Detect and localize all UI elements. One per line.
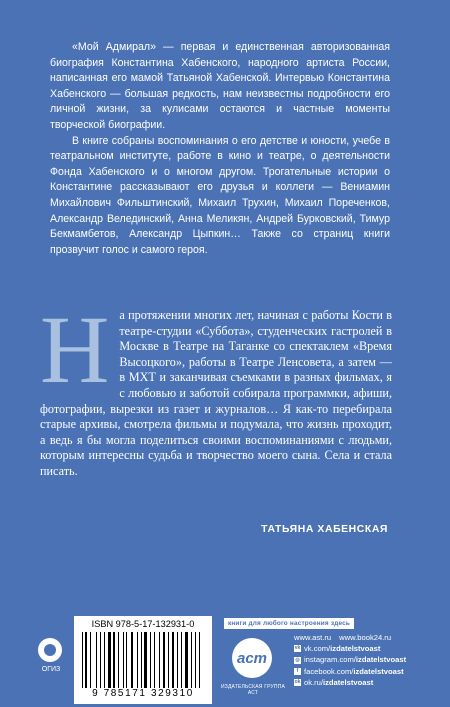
ogiz-logo-text: ОГИЗ [41, 666, 61, 673]
social-link-vk[interactable]: vk vk.com/izdatelstvoast [294, 644, 381, 654]
back-cover-footer [0, 600, 450, 707]
quote-text: а протяжении многих лет, начиная с работы Кости в театре-студии «Суббота», студенческих гастролей в Москве в Театре на Таганке со спектаклем «Время Высоцкого», работы в Театре Ленсовета, а затем — в МХТ и заканчивая съемками в разных фильмах, я с любовью и заботой собирала программки, афиши, фотографии, вырезки из газет и журналов… Я как-то перебирала старые архивы, смотрела фильмы и подумала, что жизнь проходит, а ведь я бы могла поделиться своими воспоминаниями с людьми, которым интересны судьба и творчество моего сына. Села и стала писать. [40, 308, 392, 478]
social-link-facebook[interactable]: f facebook.com/izdatelstvoast [294, 666, 434, 677]
drop-cap-letter: Н [40, 296, 110, 403]
ogiz-logo-icon [38, 638, 62, 662]
isbn-number: ISBN 978-5-17-132931-0 [91, 619, 195, 629]
barcode-block [74, 616, 212, 704]
ast-logo-icon [232, 638, 272, 678]
website-urls [294, 632, 434, 643]
barcode-number: 9 785171 329310 [92, 688, 194, 699]
facebook-icon: f [294, 668, 301, 675]
author-quote [40, 296, 392, 480]
publisher-links [294, 632, 434, 688]
social-link-odnoklassniki[interactable]: ok ok.ru/izdatelstvoast [294, 677, 374, 687]
vk-icon: vk [294, 645, 301, 652]
annotation-paragraph: В книге собраны воспоминания о его детстве и юности, учебе в театральном институте, работе в кино и театре, о деятельности Фонда Хабенского и о многом другом. Трогательные истории о Константине рассказывают его друзья и коллеги — Вениамин Михайлович Фильштинский, Михаил Трухин, Михаил Пореченков, Александр Велединский, Анна Меликян, Андрей Бурковский, Тимур Бекмамбетов, Александр Цыпкин… Также со страниц книги прозвучит голос и самого героя. [50, 134, 390, 256]
annotation-paragraph: «Мой Адмирал» — первая и единственная авторизованная биография Константина Хабенского, народного артиста России, написанная его мамой Татьяной Хабенской. Интервью Константина Хабенского — большая редкость, нам неизвестны подробности его личной жизни, за кулисами остаются и частные моменты творческой биографии. [50, 41, 390, 131]
odnoklassniki-icon: ok [294, 678, 301, 685]
instagram-icon: ◎ [295, 656, 300, 663]
publisher-slogan: книги для любого настроения здесь [224, 618, 354, 629]
quote-author: ТАТЬЯНА ХАБЕНСКАЯ [261, 524, 388, 535]
ast-logo-text: аст [236, 649, 268, 667]
website-link-ast[interactable]: www.ast.ru [294, 633, 332, 642]
barcode-icon [82, 632, 204, 688]
social-link-instagram[interactable]: ◎ instagram.com/izdatelstvoast [295, 655, 407, 665]
book-annotation [50, 40, 390, 258]
ast-group-label: ИЗДАТЕЛЬСКАЯ ГРУППА АСТ [220, 684, 286, 696]
website-link-book24[interactable]: www.book24.ru [339, 633, 392, 642]
